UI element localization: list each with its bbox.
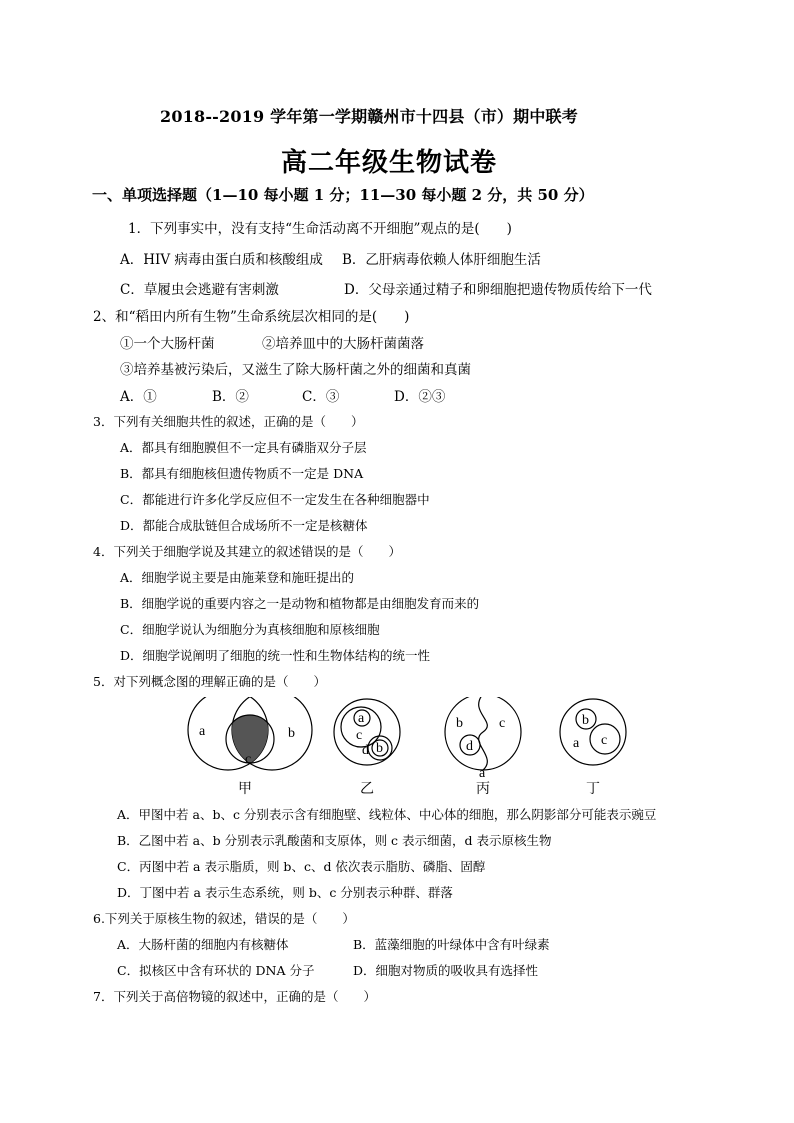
label-c: c (245, 752, 252, 767)
diagram-ding (560, 699, 626, 797)
question-1-option-b: B．乙肝病毒依赖人体肝细胞生活 (342, 252, 541, 268)
label-b: b (582, 713, 589, 728)
question-6-option-a: A．大肠杆菌的细胞内有核糖体 (117, 937, 289, 952)
caption-bing: 丙 (476, 781, 490, 797)
question-1-stem: 1．下列事实中，没有支持“生命活动离不开细胞”观点的是( ) (128, 221, 512, 237)
diagram-yi (334, 699, 400, 797)
diagram-bing (445, 697, 521, 797)
question-4-stem: 4．下列关于细胞学说及其建立的叙述错误的是（ ） (93, 544, 401, 559)
caption-ding: 丁 (586, 781, 600, 797)
label-a: a (573, 736, 580, 751)
question-2-stem: 2、和“稻田内所有生物”生命系统层次相同的是( ) (93, 309, 410, 325)
question-6-option-d: D．细胞对物质的吸收具有选择性 (353, 963, 539, 978)
question-6-option-c: C．拟核区中含有环状的 DNA 分子 (117, 963, 315, 978)
question-2-item-1: ①一个大肠杆菌 (120, 336, 215, 352)
section-heading: 一、单项选择题（1—10 每小题 1 分；11—30 每小题 2 分，共 50 分） (92, 186, 594, 204)
question-2-option-b: B．② (212, 389, 249, 405)
question-7-stem: 7．下列关于高倍物镜的叙述中，正确的是（ ） (93, 989, 376, 1004)
caption-yi: 乙 (360, 781, 374, 797)
label-c: c (356, 728, 363, 743)
label-a: a (479, 766, 486, 781)
label-d: d (466, 739, 473, 754)
label-b: b (288, 726, 295, 741)
question-3-option-d: D．都能合成肽链但合成场所不一定是核糖体 (120, 518, 368, 533)
question-3-option-a: A．都具有细胞膜但不一定具有磷脂双分子层 (120, 440, 367, 455)
label-b: b (456, 716, 463, 731)
diagram-jia (188, 697, 312, 797)
question-1-option-d: D．父母亲通过精子和卵细胞把遗传物质传给下一代 (344, 282, 652, 298)
label-a: a (199, 724, 206, 739)
question-5-option-c: C．丙图中若 a 表示脂质，则 b、c、d 依次表示脂肪、磷脂、固醇 (117, 859, 486, 874)
question-4-option-c: C．细胞学说认为细胞分为真核细胞和原核细胞 (120, 622, 380, 637)
label-b: b (376, 741, 383, 756)
question-4-option-b: B．细胞学说的重要内容之一是动物和植物都是由细胞发育而来的 (120, 596, 480, 611)
question-2-item-3: ③培养基被污染后，又滋生了除大肠杆菌之外的细菌和真菌 (120, 362, 471, 378)
question-3-option-b: B．都具有细胞核但遗传物质不一定是 DNA (120, 466, 364, 481)
question-5-option-a: A．甲图中若 a、b、c 分别表示含有细胞壁、线粒体、中心体的细胞，那么阴影部分可能表示豌豆 (117, 807, 657, 822)
question-1-option-a: A．HIV 病毒由蛋白质和核酸组成 (120, 252, 323, 268)
question-2-option-c: C．③ (302, 389, 340, 405)
question-2-option-d: D．②③ (394, 389, 446, 405)
caption-jia: 甲 (238, 781, 252, 797)
question-5-option-d: D．丁图中若 a 表示生态系统，则 b、c 分别表示种群、群落 (117, 885, 453, 900)
concept-diagrams (180, 697, 680, 797)
question-2-item-2: ②培养皿中的大肠杆菌菌落 (262, 336, 424, 352)
question-6-option-b: B．蓝藻细胞的叶绿体中含有叶绿素 (353, 937, 550, 952)
question-6-stem: 6.下列关于原核生物的叙述，错误的是（ ） (93, 911, 355, 926)
question-4-option-a: A．细胞学说主要是由施莱登和施旺提出的 (120, 570, 355, 585)
question-5-option-b: B．乙图中若 a、b 分别表示乳酸菌和支原体，则 c 表示细菌，d 表示原核生物 (117, 833, 552, 848)
exam-title: 2018--2019 学年第一学期赣州市十四县（市）期中联考 (160, 107, 578, 126)
question-3-option-c: C．都能进行许多化学反应但不一定发生在各种细胞器中 (120, 492, 430, 507)
question-2-option-a: A．① (120, 389, 157, 405)
label-a: a (358, 711, 365, 726)
label-c: c (601, 733, 608, 748)
question-5-stem: 5．对下列概念图的理解正确的是（ ） (93, 674, 326, 689)
question-3-stem: 3．下列有关细胞共性的叙述，正确的是（ ） (93, 414, 364, 429)
question-4-option-d: D．细胞学说阐明了细胞的统一性和生物体结构的统一性 (120, 648, 431, 663)
exam-subtitle: 高二年级生物试卷 (281, 148, 498, 178)
label-d: d (362, 743, 369, 758)
label-c: c (499, 716, 506, 731)
question-1-option-c: C．草履虫会逃避有害刺激 (120, 282, 279, 298)
